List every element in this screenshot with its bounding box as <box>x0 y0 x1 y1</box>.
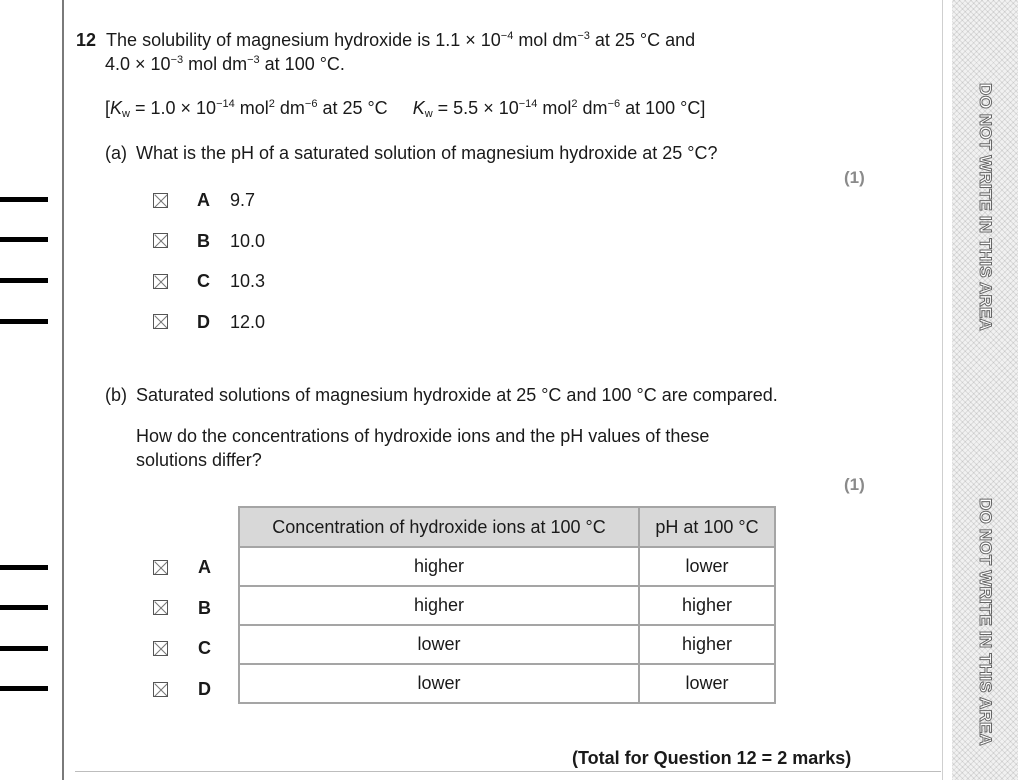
table-row <box>239 586 775 625</box>
part-b-label: (b) <box>105 385 127 405</box>
left-margin-rule <box>62 0 64 780</box>
timing-mark <box>0 686 48 691</box>
part-a-question: What is the pH of a saturated solution of magnesium hydroxide at 25 °C? <box>136 143 718 163</box>
option-c-checkbox[interactable] <box>153 274 168 289</box>
option-a-letter: A <box>197 190 210 210</box>
part-a-marks: (1) <box>844 168 865 187</box>
kw-values-line: [$K_w = 1.0 \times 10^{-14}$ mol$^2$ $dm^{-6}$ at 25 °C $K_w = 5.5 \times 10^{-14}$ mol$^2$ $dm^{-6}$ at 100 °C] <box>105 98 706 120</box>
option-b-b-letter: B <box>198 598 211 618</box>
timing-mark <box>0 605 48 610</box>
cell-ph: lower <box>639 664 775 703</box>
option-b-value: 10.0 <box>230 231 266 251</box>
bottom-rule <box>75 771 941 772</box>
option-b-letter: B <box>197 231 210 251</box>
cell-concentration: lower <box>239 664 639 703</box>
timing-mark <box>0 237 48 242</box>
table-row <box>239 547 775 586</box>
timing-mark <box>0 646 48 651</box>
option-b-d-letter: D <box>198 679 211 699</box>
right-margin-rule <box>942 0 943 780</box>
part-b-stem: Saturated solutions of magnesium hydroxide at 25 °C and 100 °C are compared. <box>136 385 778 405</box>
option-b-a-letter: A <box>198 557 211 577</box>
total-marks: (Total for Question 12 = 2 marks) <box>572 748 852 768</box>
table-header-row <box>239 507 775 547</box>
table-row <box>239 664 775 703</box>
option-b-d-checkbox[interactable] <box>153 682 168 697</box>
cell-ph: lower <box>639 547 775 586</box>
part-b-question-line2: solutions differ? <box>136 450 262 470</box>
question-number: 12 <box>76 30 97 50</box>
answer-table <box>238 506 776 704</box>
option-a-value: 9.7 <box>230 190 256 210</box>
do-not-write-label-bottom: DO NOT WRITE IN THIS AREA <box>976 497 995 747</box>
option-a-checkbox[interactable] <box>153 193 168 208</box>
do-not-write-label-top: DO NOT WRITE IN THIS AREA <box>976 82 995 332</box>
timing-mark <box>0 197 48 202</box>
timing-mark <box>0 565 48 570</box>
cell-ph: higher <box>639 625 775 664</box>
option-b-c-checkbox[interactable] <box>153 641 168 656</box>
header-ph: pH at 100 °C <box>639 507 775 547</box>
cell-concentration: higher <box>239 547 639 586</box>
part-b-marks: (1) <box>844 475 865 494</box>
question-stem-line1: 12 The solubility of magnesium hydroxide is $1.1 \times 10^{-4}$ mol $dm^{-3}$ at 25 °C and <box>76 30 696 50</box>
table-row <box>239 625 775 664</box>
header-concentration: Concentration of hydroxide ions at 100 °C <box>239 507 639 547</box>
option-b-c-letter: C <box>198 638 211 658</box>
option-d-value: 12.0 <box>230 312 266 332</box>
option-c-value: 10.3 <box>230 271 266 291</box>
cell-concentration: lower <box>239 625 639 664</box>
cell-ph: higher <box>639 586 775 625</box>
cell-concentration: higher <box>239 586 639 625</box>
option-d-checkbox[interactable] <box>153 314 168 329</box>
part-a-label: (a) <box>105 143 127 163</box>
timing-mark <box>0 319 48 324</box>
part-b-question-line1: How do the concentrations of hydroxide ions and the pH values of these <box>136 426 710 446</box>
option-b-b-checkbox[interactable] <box>153 600 168 615</box>
timing-mark <box>0 278 48 283</box>
option-c-letter: C <box>197 271 210 291</box>
question-stem-line2: $4.0 \times 10^{-3}$ mol $dm^{-3}$ at 100 °C. <box>105 54 345 74</box>
option-b-checkbox[interactable] <box>153 233 168 248</box>
option-d-letter: D <box>197 312 210 332</box>
option-b-a-checkbox[interactable] <box>153 560 168 575</box>
